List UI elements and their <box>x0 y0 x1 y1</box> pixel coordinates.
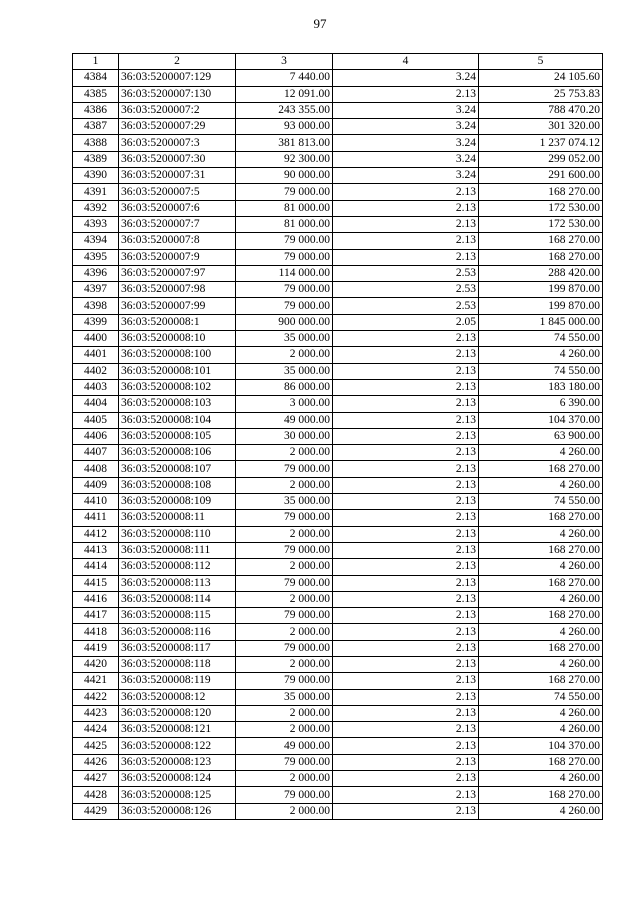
rate-cell: 2.13 <box>333 445 479 461</box>
row-number-cell: 4403 <box>73 379 119 395</box>
amount-cell: 168 270.00 <box>479 754 603 770</box>
table-row <box>73 477 603 493</box>
amount-cell: 4 260.00 <box>479 624 603 640</box>
row-number-cell: 4389 <box>73 151 119 167</box>
cadastral-number-cell: 36:03:5200008:120 <box>119 705 236 721</box>
value-cell: 49 000.00 <box>236 738 333 754</box>
table-row <box>73 119 603 135</box>
amount-cell: 183 180.00 <box>479 379 603 395</box>
value-cell: 90 000.00 <box>236 168 333 184</box>
table-row <box>73 526 603 542</box>
data-table <box>72 53 603 820</box>
cadastral-number-cell: 36:03:5200008:11 <box>119 510 236 526</box>
amount-cell: 168 270.00 <box>479 640 603 656</box>
amount-cell: 1 237 074.12 <box>479 135 603 151</box>
cadastral-number-cell: 36:03:5200007:2 <box>119 102 236 118</box>
row-number-cell: 4425 <box>73 738 119 754</box>
row-number-cell: 4385 <box>73 86 119 102</box>
value-cell: 79 000.00 <box>236 298 333 314</box>
row-number-cell: 4394 <box>73 233 119 249</box>
value-cell: 79 000.00 <box>236 461 333 477</box>
amount-cell: 4 260.00 <box>479 445 603 461</box>
value-cell: 12 091.00 <box>236 86 333 102</box>
value-cell: 2 000.00 <box>236 477 333 493</box>
row-number-cell: 4397 <box>73 282 119 298</box>
table-row <box>73 787 603 803</box>
value-cell: 79 000.00 <box>236 233 333 249</box>
cadastral-number-cell: 36:03:5200007:30 <box>119 151 236 167</box>
row-number-cell: 4423 <box>73 705 119 721</box>
cadastral-number-cell: 36:03:5200008:109 <box>119 494 236 510</box>
table-row <box>73 233 603 249</box>
table-row <box>73 754 603 770</box>
rate-cell: 2.13 <box>333 754 479 770</box>
rate-cell: 2.13 <box>333 379 479 395</box>
rate-cell: 2.13 <box>333 575 479 591</box>
cadastral-number-cell: 36:03:5200007:9 <box>119 249 236 265</box>
value-cell: 2 000.00 <box>236 591 333 607</box>
rate-cell: 2.13 <box>333 331 479 347</box>
row-number-cell: 4396 <box>73 265 119 281</box>
cadastral-number-cell: 36:03:5200007:99 <box>119 298 236 314</box>
cadastral-number-cell: 36:03:5200008:104 <box>119 412 236 428</box>
row-number-cell: 4417 <box>73 608 119 624</box>
value-cell: 79 000.00 <box>236 640 333 656</box>
value-cell: 3 000.00 <box>236 396 333 412</box>
row-number-cell: 4420 <box>73 656 119 672</box>
row-number-cell: 4405 <box>73 412 119 428</box>
cadastral-number-cell: 36:03:5200008:108 <box>119 477 236 493</box>
amount-cell: 168 270.00 <box>479 787 603 803</box>
row-number-cell: 4390 <box>73 168 119 184</box>
amount-cell: 1 845 000.00 <box>479 314 603 330</box>
rate-cell: 2.13 <box>333 233 479 249</box>
row-number-cell: 4384 <box>73 70 119 86</box>
table-row <box>73 591 603 607</box>
row-number-cell: 4414 <box>73 559 119 575</box>
row-number-cell: 4427 <box>73 771 119 787</box>
rate-cell: 2.13 <box>333 396 479 412</box>
cadastral-number-cell: 36:03:5200007:8 <box>119 233 236 249</box>
amount-cell: 24 105.60 <box>479 70 603 86</box>
row-number-cell: 4428 <box>73 787 119 803</box>
value-cell: 79 000.00 <box>236 510 333 526</box>
table-row <box>73 575 603 591</box>
amount-cell: 199 870.00 <box>479 282 603 298</box>
amount-cell: 4 260.00 <box>479 559 603 575</box>
rate-cell: 2.53 <box>333 298 479 314</box>
row-number-cell: 4402 <box>73 363 119 379</box>
amount-cell: 4 260.00 <box>479 771 603 787</box>
cadastral-number-cell: 36:03:5200007:31 <box>119 168 236 184</box>
amount-cell: 4 260.00 <box>479 591 603 607</box>
amount-cell: 168 270.00 <box>479 608 603 624</box>
table-row <box>73 412 603 428</box>
amount-cell: 63 900.00 <box>479 428 603 444</box>
amount-cell: 168 270.00 <box>479 510 603 526</box>
table-row <box>73 803 603 819</box>
row-number-cell: 4424 <box>73 722 119 738</box>
amount-cell: 74 550.00 <box>479 494 603 510</box>
table-row <box>73 70 603 86</box>
rate-cell: 2.13 <box>333 510 479 526</box>
cadastral-number-cell: 36:03:5200008:102 <box>119 379 236 395</box>
table-row <box>73 494 603 510</box>
cadastral-number-cell: 36:03:5200008:117 <box>119 640 236 656</box>
rate-cell: 2.13 <box>333 477 479 493</box>
value-cell: 7 440.00 <box>236 70 333 86</box>
amount-cell: 25 753.83 <box>479 86 603 102</box>
cadastral-number-cell: 36:03:5200007:3 <box>119 135 236 151</box>
row-number-cell: 4395 <box>73 249 119 265</box>
rate-cell: 2.13 <box>333 461 479 477</box>
amount-cell: 168 270.00 <box>479 542 603 558</box>
amount-cell: 291 600.00 <box>479 168 603 184</box>
table-row <box>73 738 603 754</box>
table-row <box>73 265 603 281</box>
table-row <box>73 608 603 624</box>
amount-cell: 168 270.00 <box>479 249 603 265</box>
value-cell: 81 000.00 <box>236 200 333 216</box>
amount-cell: 168 270.00 <box>479 673 603 689</box>
cadastral-number-cell: 36:03:5200008:10 <box>119 331 236 347</box>
row-number-cell: 4416 <box>73 591 119 607</box>
value-cell: 2 000.00 <box>236 347 333 363</box>
rate-cell: 2.13 <box>333 494 479 510</box>
value-cell: 30 000.00 <box>236 428 333 444</box>
value-cell: 2 000.00 <box>236 656 333 672</box>
table-row <box>73 282 603 298</box>
cadastral-number-cell: 36:03:5200008:110 <box>119 526 236 542</box>
amount-cell: 299 052.00 <box>479 151 603 167</box>
amount-cell: 104 370.00 <box>479 412 603 428</box>
amount-cell: 4 260.00 <box>479 722 603 738</box>
rate-cell: 2.13 <box>333 200 479 216</box>
table-row <box>73 184 603 200</box>
rate-cell: 2.13 <box>333 640 479 656</box>
value-cell: 49 000.00 <box>236 412 333 428</box>
value-cell: 81 000.00 <box>236 216 333 232</box>
cadastral-number-cell: 36:03:5200008:111 <box>119 542 236 558</box>
rate-cell: 2.13 <box>333 86 479 102</box>
rate-cell: 2.13 <box>333 624 479 640</box>
amount-cell: 4 260.00 <box>479 803 603 819</box>
page-number: 97 <box>313 16 327 31</box>
value-cell: 79 000.00 <box>236 575 333 591</box>
rate-cell: 2.13 <box>333 591 479 607</box>
table-row <box>73 722 603 738</box>
amount-cell: 4 260.00 <box>479 347 603 363</box>
value-cell: 79 000.00 <box>236 542 333 558</box>
row-number-cell: 4393 <box>73 216 119 232</box>
row-number-cell: 4411 <box>73 510 119 526</box>
rate-cell: 2.05 <box>333 314 479 330</box>
cadastral-number-cell: 36:03:5200008:112 <box>119 559 236 575</box>
table-row <box>73 151 603 167</box>
amount-cell: 168 270.00 <box>479 575 603 591</box>
rate-cell: 2.53 <box>333 282 479 298</box>
cadastral-number-cell: 36:03:5200008:118 <box>119 656 236 672</box>
value-cell: 243 355.00 <box>236 102 333 118</box>
column-header: 4 <box>333 54 479 70</box>
rate-cell: 3.24 <box>333 168 479 184</box>
rate-cell: 2.13 <box>333 428 479 444</box>
row-number-cell: 4386 <box>73 102 119 118</box>
cadastral-number-cell: 36:03:5200008:125 <box>119 787 236 803</box>
rate-cell: 3.24 <box>333 135 479 151</box>
row-number-cell: 4410 <box>73 494 119 510</box>
value-cell: 35 000.00 <box>236 494 333 510</box>
value-cell: 2 000.00 <box>236 526 333 542</box>
rate-cell: 2.13 <box>333 216 479 232</box>
cadastral-number-cell: 36:03:5200007:129 <box>119 70 236 86</box>
table-row <box>73 689 603 705</box>
column-header: 1 <box>73 54 119 70</box>
rate-cell: 2.13 <box>333 347 479 363</box>
rate-cell: 2.13 <box>333 363 479 379</box>
cadastral-number-cell: 36:03:5200008:12 <box>119 689 236 705</box>
cadastral-number-cell: 36:03:5200008:105 <box>119 428 236 444</box>
cadastral-number-cell: 36:03:5200007:29 <box>119 119 236 135</box>
table-row <box>73 379 603 395</box>
table-row <box>73 705 603 721</box>
cadastral-number-cell: 36:03:5200007:7 <box>119 216 236 232</box>
table-row <box>73 510 603 526</box>
rate-cell: 2.13 <box>333 656 479 672</box>
value-cell: 79 000.00 <box>236 673 333 689</box>
rate-cell: 3.24 <box>333 119 479 135</box>
table-row <box>73 771 603 787</box>
cadastral-number-cell: 36:03:5200007:6 <box>119 200 236 216</box>
row-number-cell: 4391 <box>73 184 119 200</box>
amount-cell: 4 260.00 <box>479 705 603 721</box>
table-row <box>73 363 603 379</box>
rate-cell: 2.53 <box>333 265 479 281</box>
table-row <box>73 298 603 314</box>
row-number-cell: 4406 <box>73 428 119 444</box>
cadastral-number-cell: 36:03:5200008:106 <box>119 445 236 461</box>
rate-cell: 2.13 <box>333 526 479 542</box>
rate-cell: 2.13 <box>333 249 479 265</box>
amount-cell: 172 530.00 <box>479 216 603 232</box>
value-cell: 79 000.00 <box>236 608 333 624</box>
column-header: 5 <box>479 54 603 70</box>
rate-cell: 2.13 <box>333 722 479 738</box>
cadastral-number-cell: 36:03:5200008:114 <box>119 591 236 607</box>
cadastral-number-cell: 36:03:5200008:126 <box>119 803 236 819</box>
cadastral-number-cell: 36:03:5200008:119 <box>119 673 236 689</box>
cadastral-number-cell: 36:03:5200008:115 <box>119 608 236 624</box>
cadastral-number-cell: 36:03:5200008:123 <box>119 754 236 770</box>
row-number-cell: 4387 <box>73 119 119 135</box>
value-cell: 114 000.00 <box>236 265 333 281</box>
row-number-cell: 4412 <box>73 526 119 542</box>
row-number-cell: 4422 <box>73 689 119 705</box>
value-cell: 35 000.00 <box>236 689 333 705</box>
row-number-cell: 4429 <box>73 803 119 819</box>
value-cell: 79 000.00 <box>236 282 333 298</box>
table-row <box>73 624 603 640</box>
table-row <box>73 135 603 151</box>
amount-cell: 168 270.00 <box>479 233 603 249</box>
rate-cell: 2.13 <box>333 542 479 558</box>
cadastral-number-cell: 36:03:5200008:116 <box>119 624 236 640</box>
row-number-cell: 4413 <box>73 542 119 558</box>
value-cell: 86 000.00 <box>236 379 333 395</box>
amount-cell: 301 320.00 <box>479 119 603 135</box>
value-cell: 2 000.00 <box>236 445 333 461</box>
rate-cell: 2.13 <box>333 738 479 754</box>
table-row <box>73 640 603 656</box>
cadastral-number-cell: 36:03:5200007:130 <box>119 86 236 102</box>
row-number-cell: 4401 <box>73 347 119 363</box>
cadastral-number-cell: 36:03:5200007:5 <box>119 184 236 200</box>
value-cell: 35 000.00 <box>236 363 333 379</box>
table-row <box>73 102 603 118</box>
amount-cell: 168 270.00 <box>479 461 603 477</box>
table-row <box>73 331 603 347</box>
table-row <box>73 168 603 184</box>
table-row <box>73 673 603 689</box>
amount-cell: 788 470.20 <box>479 102 603 118</box>
rate-cell: 2.13 <box>333 705 479 721</box>
rate-cell: 2.13 <box>333 559 479 575</box>
table-row <box>73 656 603 672</box>
row-number-cell: 4398 <box>73 298 119 314</box>
row-number-cell: 4388 <box>73 135 119 151</box>
row-number-cell: 4415 <box>73 575 119 591</box>
cadastral-number-cell: 36:03:5200008:100 <box>119 347 236 363</box>
table-header-row <box>73 54 603 70</box>
value-cell: 2 000.00 <box>236 624 333 640</box>
cadastral-number-cell: 36:03:5200008:124 <box>119 771 236 787</box>
rate-cell: 2.13 <box>333 803 479 819</box>
cadastral-number-cell: 36:03:5200008:107 <box>119 461 236 477</box>
value-cell: 2 000.00 <box>236 803 333 819</box>
value-cell: 79 000.00 <box>236 787 333 803</box>
row-number-cell: 4404 <box>73 396 119 412</box>
amount-cell: 4 260.00 <box>479 656 603 672</box>
amount-cell: 74 550.00 <box>479 689 603 705</box>
rate-cell: 2.13 <box>333 689 479 705</box>
value-cell: 900 000.00 <box>236 314 333 330</box>
table-row <box>73 347 603 363</box>
table-row <box>73 249 603 265</box>
amount-cell: 4 260.00 <box>479 477 603 493</box>
row-number-cell: 4426 <box>73 754 119 770</box>
value-cell: 92 300.00 <box>236 151 333 167</box>
amount-cell: 4 260.00 <box>479 526 603 542</box>
row-number-cell: 4399 <box>73 314 119 330</box>
row-number-cell: 4419 <box>73 640 119 656</box>
amount-cell: 172 530.00 <box>479 200 603 216</box>
table-row <box>73 396 603 412</box>
table-row <box>73 559 603 575</box>
value-cell: 2 000.00 <box>236 705 333 721</box>
row-number-cell: 4392 <box>73 200 119 216</box>
row-number-cell: 4400 <box>73 331 119 347</box>
cadastral-number-cell: 36:03:5200008:113 <box>119 575 236 591</box>
value-cell: 93 000.00 <box>236 119 333 135</box>
rate-cell: 3.24 <box>333 151 479 167</box>
cadastral-number-cell: 36:03:5200007:98 <box>119 282 236 298</box>
cadastral-number-cell: 36:03:5200008:103 <box>119 396 236 412</box>
value-cell: 35 000.00 <box>236 331 333 347</box>
rate-cell: 2.13 <box>333 412 479 428</box>
cadastral-number-cell: 36:03:5200008:122 <box>119 738 236 754</box>
rate-cell: 2.13 <box>333 771 479 787</box>
cadastral-number-cell: 36:03:5200008:1 <box>119 314 236 330</box>
table-row <box>73 200 603 216</box>
rate-cell: 2.13 <box>333 673 479 689</box>
row-number-cell: 4408 <box>73 461 119 477</box>
row-number-cell: 4418 <box>73 624 119 640</box>
table-row <box>73 216 603 232</box>
value-cell: 79 000.00 <box>236 754 333 770</box>
table-row <box>73 86 603 102</box>
table-row <box>73 542 603 558</box>
amount-cell: 168 270.00 <box>479 184 603 200</box>
amount-cell: 199 870.00 <box>479 298 603 314</box>
amount-cell: 74 550.00 <box>479 363 603 379</box>
rate-cell: 3.24 <box>333 70 479 86</box>
cadastral-number-cell: 36:03:5200008:121 <box>119 722 236 738</box>
value-cell: 79 000.00 <box>236 249 333 265</box>
cadastral-number-cell: 36:03:5200007:97 <box>119 265 236 281</box>
value-cell: 79 000.00 <box>236 184 333 200</box>
row-number-cell: 4409 <box>73 477 119 493</box>
row-number-cell: 4407 <box>73 445 119 461</box>
value-cell: 2 000.00 <box>236 722 333 738</box>
rate-cell: 3.24 <box>333 102 479 118</box>
value-cell: 2 000.00 <box>236 559 333 575</box>
amount-cell: 288 420.00 <box>479 265 603 281</box>
row-number-cell: 4421 <box>73 673 119 689</box>
table-row <box>73 461 603 477</box>
rate-cell: 2.13 <box>333 184 479 200</box>
column-header: 3 <box>236 54 333 70</box>
amount-cell: 6 390.00 <box>479 396 603 412</box>
table-row <box>73 314 603 330</box>
table-row <box>73 428 603 444</box>
table-body <box>73 70 603 820</box>
column-header: 2 <box>119 54 236 70</box>
rate-cell: 2.13 <box>333 787 479 803</box>
amount-cell: 74 550.00 <box>479 331 603 347</box>
value-cell: 2 000.00 <box>236 771 333 787</box>
value-cell: 381 813.00 <box>236 135 333 151</box>
table-row <box>73 445 603 461</box>
cadastral-number-cell: 36:03:5200008:101 <box>119 363 236 379</box>
rate-cell: 2.13 <box>333 608 479 624</box>
amount-cell: 104 370.00 <box>479 738 603 754</box>
